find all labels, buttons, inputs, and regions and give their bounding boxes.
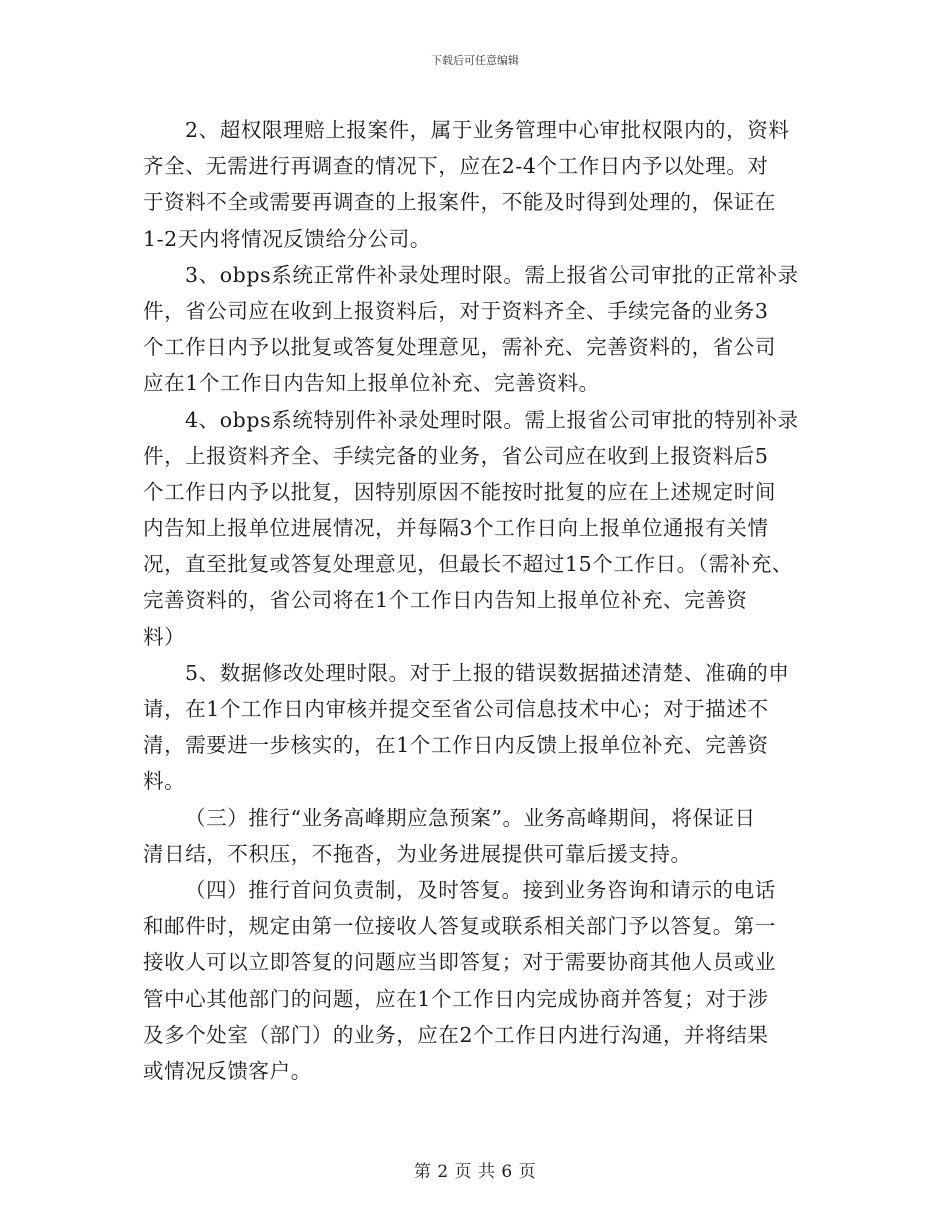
text-line: 和邮件时，规定由第一位接收人答复或联系相关部门予以答复。第一 — [143, 914, 776, 939]
text-line: （三）推行“业务高峰期应急预案”。业务高峰期间，将保证日 — [185, 805, 756, 830]
page-footer: 第 2 页 共 6 页 — [413, 1162, 537, 1182]
text-line: 内告知上报单位进展情况，并每隔3个工作日向上报单位通报有关情 — [143, 516, 769, 541]
text-line: 3、obps系统正常件补录处理时限。需上报省公司审批的正常补录 — [185, 262, 799, 287]
paragraph — [143, 872, 823, 1089]
text-line: 况，直至批复或答复处理意见，但最长不超过15个工作日。（需补充、 — [143, 552, 794, 577]
text-line: 请，在1个工作日内审核并提交至省公司信息技术中心；对于描述不 — [143, 697, 769, 721]
text-line: 4、obps系统特别件补录处理时限。需上报省公司审批的特别补录 — [185, 407, 799, 432]
text-line: 2、超权限理赔上报案件，属于业务管理中心审批权限内的，资料 — [185, 118, 790, 142]
paragraph — [143, 800, 823, 872]
text-line: 个工作日内予以批复，因特别原因不能按时批复的应在上述规定时间 — [143, 479, 776, 504]
paragraph — [143, 257, 823, 402]
document-body — [143, 112, 823, 1089]
text-line: 料） — [143, 624, 186, 649]
text-line: 清，需要进一步核实的，在1个工作日内反馈上报单位补充、完善资 — [143, 733, 769, 758]
text-line: 1-2天内将情况反馈给分公司。 — [143, 226, 432, 251]
text-line: 齐全、无需进行再调查的情况下，应在2-4个工作日内予以处理。对 — [143, 154, 769, 179]
text-line: 料。 — [143, 769, 186, 794]
page-header: 下载后可任意编辑 — [431, 54, 519, 67]
text-line: 或情况反馈客户。 — [143, 1058, 312, 1083]
text-line: 于资料不全或需要再调查的上报案件，不能及时得到处理的，保证在 — [143, 190, 776, 215]
paragraph — [143, 402, 823, 655]
text-line: 管中心其他部门的问题，应在1个工作日内完成协商并答复；对于涉 — [143, 986, 769, 1011]
paragraph — [143, 655, 823, 800]
text-line: 应在1个工作日内告知上报单位补充、完善资料。 — [143, 371, 600, 396]
paragraph — [143, 112, 823, 257]
text-line: 件，上报资料齐全、手续完备的业务，省公司应在收到上报资料后5 — [143, 443, 769, 468]
text-line: 接收人可以立即答复的问题应当即答复；对于需要协商其他人员或业 — [143, 950, 776, 975]
text-line: 个工作日内予以批复或答复处理意见，需补充、完善资料的，省公司 — [143, 335, 776, 360]
text-line: 件，省公司应在收到上报资料后，对于资料齐全、手续完备的业务3 — [143, 298, 769, 323]
text-line: 及多个处室（部门）的业务，应在2个工作日内进行沟通，并将结果 — [143, 1022, 769, 1047]
text-line: 5、数据修改处理时限。对于上报的错误数据描述清楚、准确的申 — [185, 660, 790, 685]
text-line: （四）推行首问负责制，及时答复。接到业务咨询和请示的电话 — [185, 877, 776, 902]
text-line: 完善资料的，省公司将在1个工作日内告知上报单位补充、完善资 — [143, 588, 748, 613]
text-line: 清日结，不积压，不拖沓，为业务进展提供可靠后援支持。 — [143, 841, 692, 866]
